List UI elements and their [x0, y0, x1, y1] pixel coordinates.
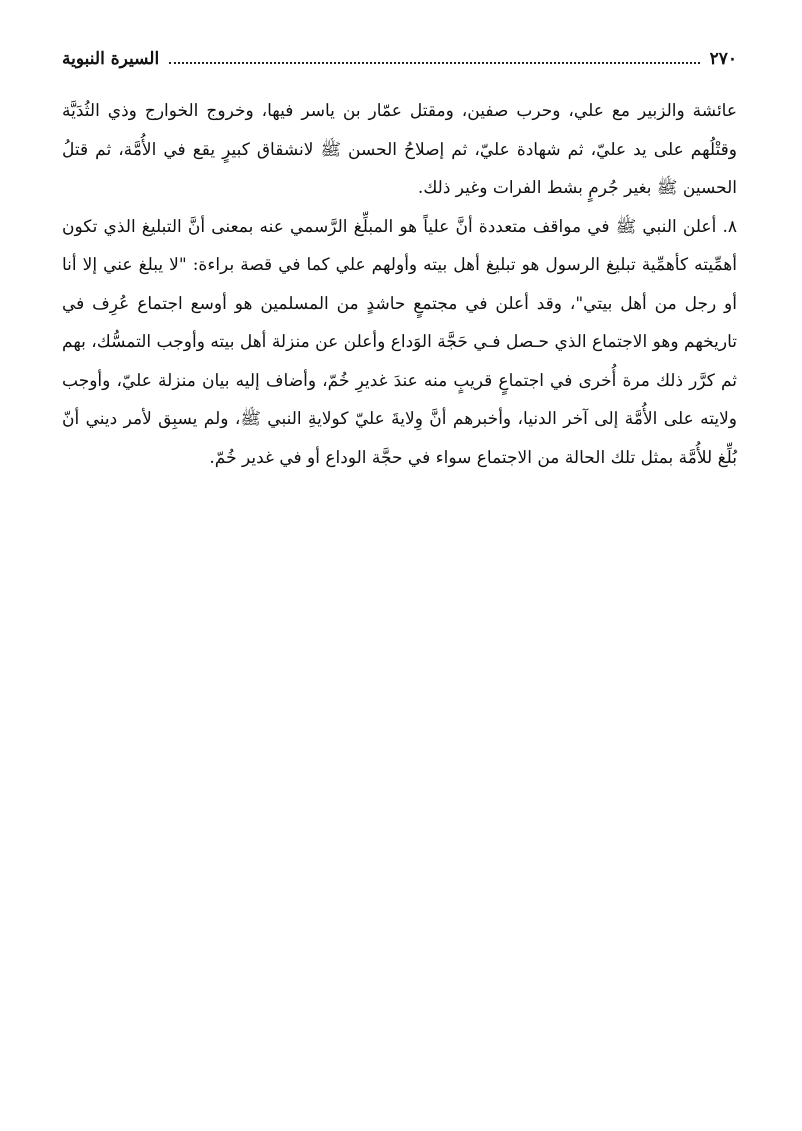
page-header — [62, 44, 737, 74]
dotted-leader — [169, 61, 699, 64]
paragraph-2 — [62, 208, 737, 478]
page-number: ٢٧٠ — [709, 49, 737, 69]
paragraph-2-number: ٨. — [722, 216, 737, 237]
running-title: السيرة النبوية — [62, 49, 160, 69]
paragraph-1-text: عائشة والزبير مع علي، وحرب صفين، ومقتل عمّار بن ياسر فيها، وخروج الخوارج وذي الثُدَيَّة وقتْلُهم على يد عليّ، ثم شهادة عليّ، ثم إصلاحُ الحسن ﷺ لانشقاق كبيرٍ يقع في الأُمَّة، ثم قتلُ الحسين ﷺ بغير جُرمٍ بشط الفرات وغير ذلك. — [62, 101, 737, 198]
body-text — [62, 92, 737, 477]
paragraph-2-text: أعلن النبي ﷺ في مواقف متعددة أنَّ علياً هو المبلِّغ الرَّسمي عنه بمعنى أنَّ التبليغ الذي تكون أهمِّيته كأهمِّية تبليغ الرسول هو تبليغ أهل بيته وأولهم علي كما في قصة براءة: "لا يبلغ عني إلا أنا أو رجل من أهل بيتي"، وقد أعلن في مجتمعٍ حاشدٍ من المسلمين هو أوسع اجتماع عُرِف في تاريخهم وهو الاجتماع الذي حـصل فـي حَجَّة الوَداع وأعلن عن منزلة أهل بيته وأوجب التمسُّك، بهم ثم كرَّر ذلك مرة أُخرى في اجتماعٍ قريبٍ منه عندَ غديرِ خُمّ، وأضاف إليه بيان منزلة عليّ، وأوجب ولايته على الأُمَّة إلى آخر الدنيا، وأخبرهم أنَّ وِلايةَ عليّ كولايةِ النبي ﷺ، ولم يسبِق لأمر ديني أنّ بُلِّغ للأُمَّة بمثل تلك الحالة من الاجتماع سواء في حجَّة الوداع أو في غدير خُمّ. — [62, 216, 737, 468]
paragraph-1 — [62, 92, 737, 208]
